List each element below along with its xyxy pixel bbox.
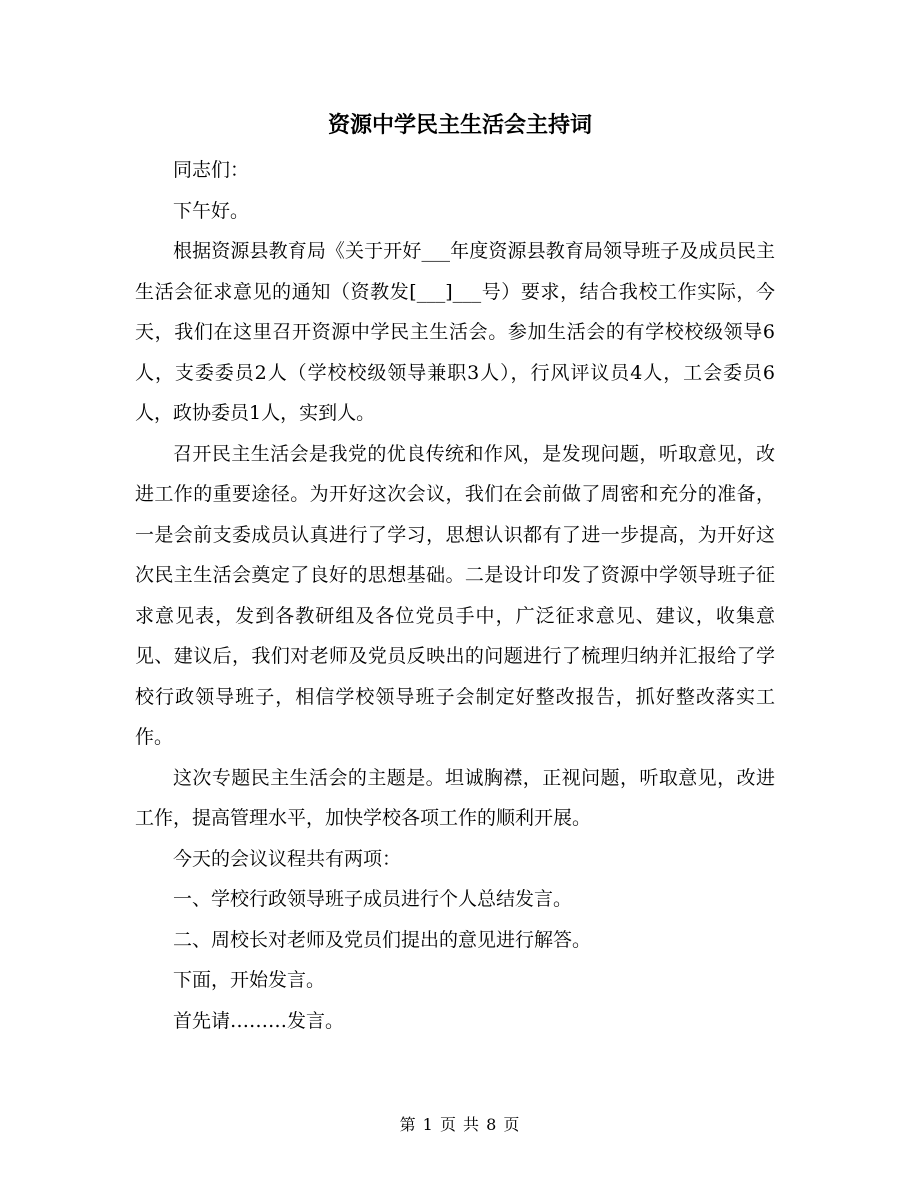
page-number-footer: 第 1 页 共 8 页 [399, 1115, 521, 1134]
paragraph-start: 下面，开始发言。 [173, 969, 326, 991]
paragraph-agenda-item-2: 二、周校长对老师及党员们提出的意见进行解答。 [173, 928, 592, 951]
paragraph-significance: 召开民主生活会是我党的优良传统和作风，是发现问题，听取意见，改进工作的重要途径。为开好这次会议，我们在会前做了周密和充分的准备，一是会前支委成员认真进行了学习，思想认识都有了进一步提高，为开好这次民主生活会奠定了良好的思想基础。二是设计印发了资源中学领导班子征求意见表，发到各教研组及各位党员手中，广泛征求意见、建议，收集意见、建议后，我们对老师及党员反映出的问题进行了梳理归纳并汇报给了学校行政领导班子，相信学校领导班子会制定好整改报告，抓好整改落实工作。 [135, 442, 775, 748]
document-title: 资源中学民主生活会主持词 [327, 112, 592, 138]
document-body [135, 150, 775, 1041]
paragraph-background: 根据资源县教育局《关于开好___年度资源县教育局领导班子及成员民主生活会征求意见的通知（资教发[___]___号）要求，结合我校工作实际，今天，我们在这里召开资源中学民主生活会。参加生活会的有学校校级领导6人，支委委员2人（学校校级领导兼职3人），行风评议员4人，工会委员6人，政协委员1人，实到人。 [135, 240, 775, 424]
paragraph-theme: 这次专题民主生活会的主题是。坦诚胸襟，正视问题，听取意见，改进工作，提高管理水平，加快学校各项工作的顺利开展。 [135, 766, 775, 829]
paragraph-agenda-intro: 今天的会议议程共有两项： [173, 847, 402, 870]
paragraph-agenda-item-1: 一、学校行政领导班子成员进行个人总结发言。 [173, 888, 573, 910]
paragraph-salutation: 下午好。 [173, 199, 250, 222]
paragraph-greeting: 同志们： [173, 159, 250, 181]
paragraph-first-speaker: 首先请………发言。 [173, 1009, 345, 1032]
